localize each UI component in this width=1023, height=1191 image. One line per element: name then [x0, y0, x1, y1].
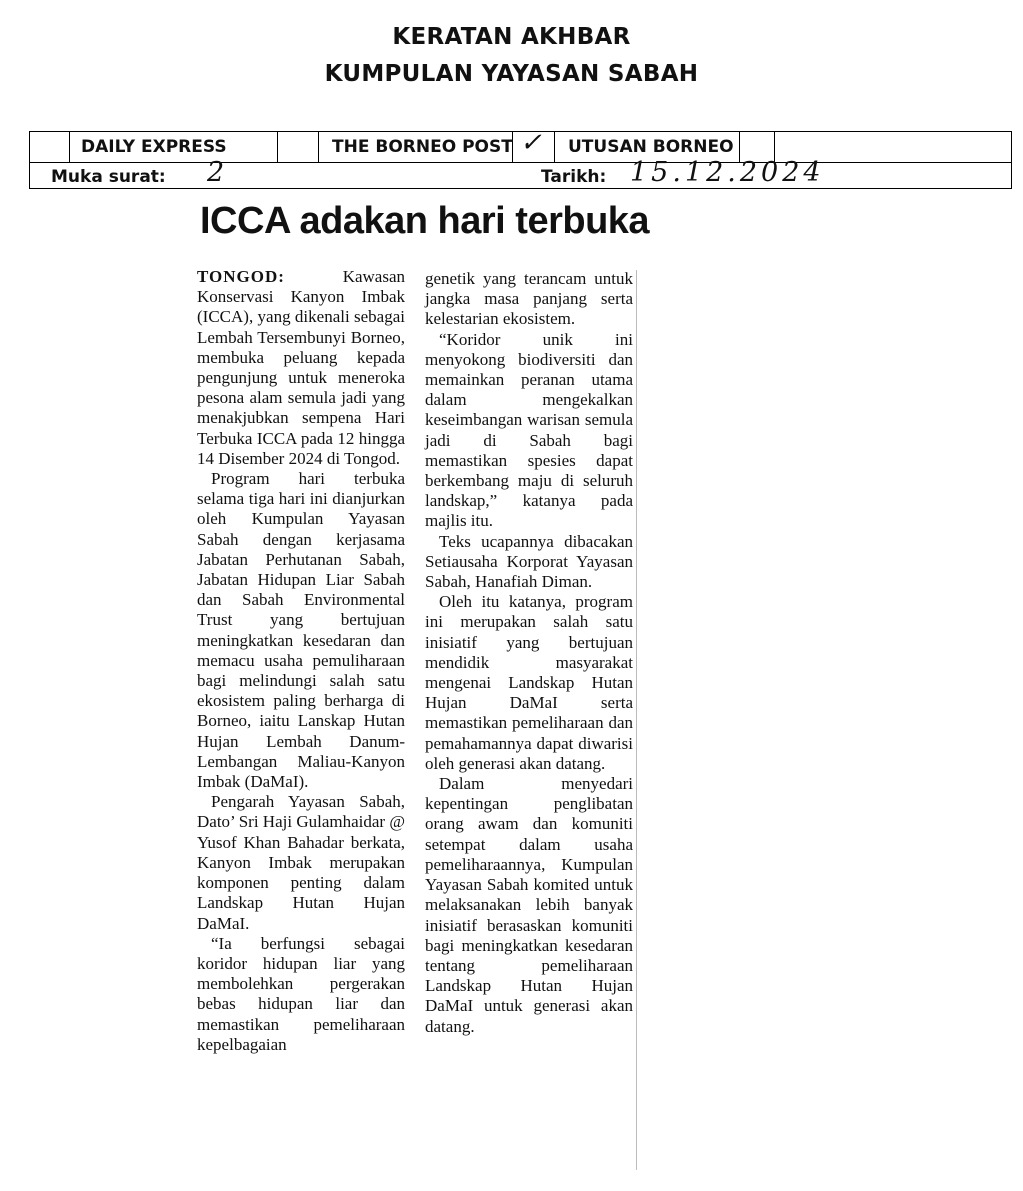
article-paragraph: Teks ucapannya dibacakan Setiausaha Korporat Yayasan Sabah, Hanafiah Diman. [425, 531, 633, 592]
table-divider [277, 132, 278, 162]
source-borneo-post: THE BORNEO POST [332, 137, 513, 157]
column-edge-rule [636, 270, 637, 1170]
article-paragraph: Dalam menyedari kepentingan penglibatan orang awam dan komuniti setempat dalam usaha pemeliharaannya, Kumpulan Yayasan Sabah komited untuk melaksanakan lebih banyak inisiatif berasaskan komuniti bagi meningkatkan kesedaran tentang pemeliharaan Landskap Hutan Hujan DaMaI untuk generasi akan datang. [425, 774, 633, 1036]
article-headline: ICCA adakan hari terbuka [200, 200, 650, 242]
table-divider [69, 132, 70, 162]
clipping-title: KERATAN AKHBAR [392, 24, 631, 50]
article-column-1 [197, 267, 405, 1055]
organization-title: KUMPULAN YAYASAN SABAH [324, 61, 699, 87]
dateline: TONGOD: [197, 267, 285, 286]
article-paragraph: “Koridor unik ini menyokong biodiversiti dan memainkan peranan utama dalam mengekalkan keseimbangan warisan semula jadi di Sabah bagi memastikan spesies dapat berkembang maju di seluruh landskap,” katanya pada majlis itu. [425, 329, 633, 531]
source-table [29, 128, 1012, 189]
page-label: Muka surat: [51, 167, 166, 187]
table-divider [554, 132, 555, 162]
table-row-divider [30, 162, 1011, 163]
article-paragraph: “Ia berfungsi sebagai koridor hidupan liar yang membolehkan pergerakan bebas hidupan liar dan memastikan pemeliharaan kepelbagaian [197, 933, 405, 1054]
source-daily-express: DAILY EXPRESS [81, 137, 227, 157]
check-mark-icon: ✓ [520, 128, 542, 158]
article-paragraph: Program hari terbuka selama tiga hari ini dianjurkan oleh Kumpulan Yayasan Sabah dengan kerjasama Jabatan Perhutanan Sabah, Jabatan Hidupan Liar Sabah dan Sabah Environmental Trust yang bertujuan meningkatkan kesedaran dan memacu usaha pemuliharaan bagi melindungi salah satu ekosistem paling berharga di Borneo, iaitu Lanskap Hutan Hujan Lembah Danum-Lembangan Maliau-Kanyon Imbak (DaMaI). [197, 469, 405, 792]
article-paragraph: Oleh itu katanya, program ini merupakan salah satu inisiatif yang bertujuan mendidik masyarakat mengenai Landskap Hutan Hujan DaMaI serta memastikan pemeliharaan dan pemahamannya dapat diwarisi oleh generasi akan datang. [425, 592, 633, 773]
date-value: 15.12.2024 [630, 157, 825, 188]
source-utusan-borneo: UTUSAN BORNEO [568, 137, 734, 157]
table-divider [318, 132, 319, 162]
article-paragraph: Pengarah Yayasan Sabah, Dato’ Sri Haji Gulamhaidar @ Yusof Khan Bahadar berkata, Kanyon Imbak merupakan komponen penting dalam Landskap Hutan Hujan DaMaI. [197, 792, 405, 933]
page-number: 2 [207, 157, 225, 188]
article-paragraph: genetik yang terancam untuk jangka masa panjang serta kelestarian ekosistem. [425, 269, 633, 329]
date-label: Tarikh: [541, 167, 607, 187]
article-paragraph: TONGOD: Kawasan Konservasi Kanyon Imbak (ICCA), yang dikenali sebagai Lembah Tersembunyi Borneo, membuka peluang kepada pengunjung untuk meneroka pesona alam semula jadi yang menakjubkan sempena Hari Terbuka ICCA pada 12 hingga 14 Disember 2024 di Tongod. [197, 267, 405, 468]
article-column-2 [425, 269, 633, 1037]
